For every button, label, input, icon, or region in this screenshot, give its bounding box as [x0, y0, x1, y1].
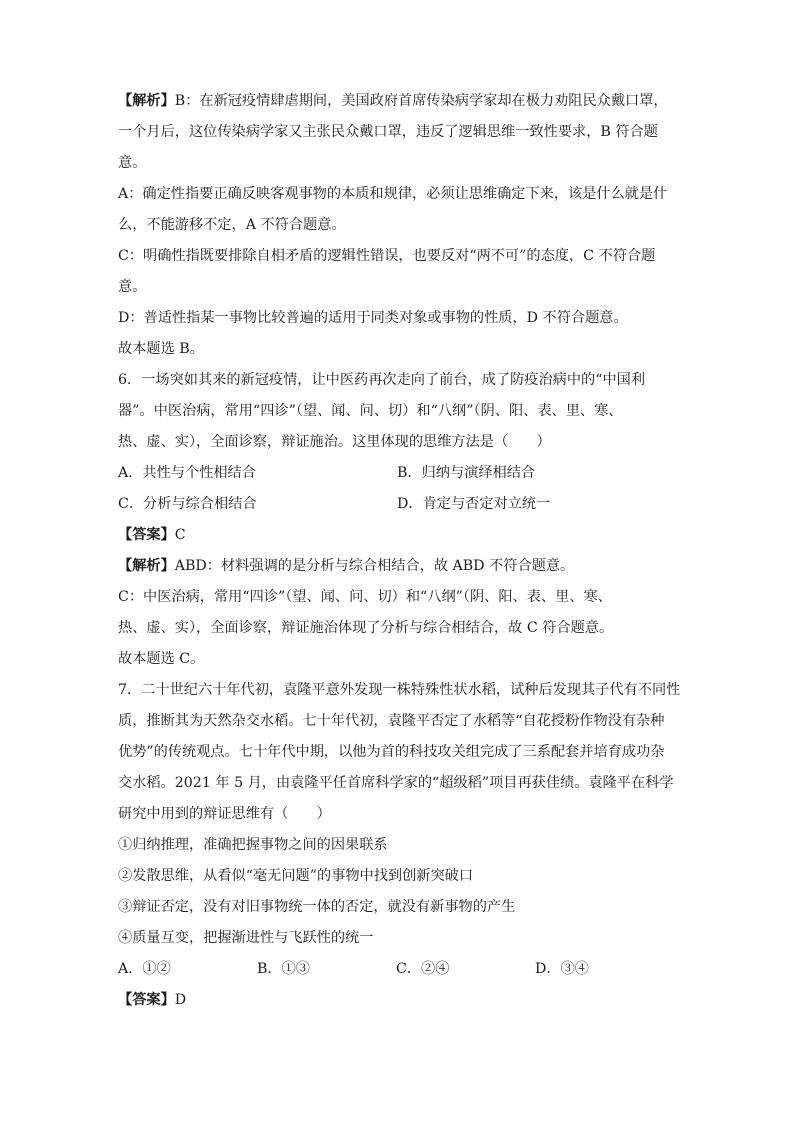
- answer-tag: 【答案】: [118, 527, 175, 543]
- q6-analysis-line: C：中医治病，常用“四诊”（望、闻、问、切）和“八纲”（阴、阳、表、里、寒、: [118, 589, 612, 605]
- q5-analysis-line: A：确定性指要正确反映客观事物的本质和规律，必须让思维确定下来，该是什么就是什: [118, 186, 668, 202]
- q7-answer-value: D: [174, 992, 187, 1008]
- q6-option-b: B．归纳与演绎相结合: [397, 465, 536, 481]
- q7-stem-line: 研究中用到的辩证思维有（ ）: [118, 806, 331, 822]
- q6-options-row: [118, 489, 678, 520]
- analysis-tag: 【解析】: [118, 93, 175, 109]
- q7-stem-line: 质，推断其为天然杂交水稻。七十年代初，袁隆平否定了水稻等“自花授粉作物没有杂种: [118, 713, 665, 729]
- q5-analysis-line: C：明确性指既要排除自相矛盾的逻辑性错误，也要反对“两不可”的态度，C 不符合题: [118, 248, 656, 264]
- analysis-tag: 【解析】: [118, 558, 175, 574]
- q7-option-b: B．①③: [257, 961, 310, 977]
- q7-stem-line: 优势”的传统观点。七十年代中期，以他为首的科技攻关组完成了三系配套并培育成功杂: [118, 744, 665, 760]
- q5-analysis-line: 【解析】B：在新冠疫情肆虐期间，美国政府首席传染病学家却在极力劝阻民众戴口罩，: [118, 93, 668, 109]
- question-6: [118, 365, 678, 675]
- q5-analysis: [118, 86, 678, 365]
- q6-stem-line: 热、虚、实），全面诊察，辩证施治。这里体现的思维方法是（ ）: [118, 434, 551, 450]
- q7-options-row: [118, 954, 678, 985]
- q6-analysis-line: 【解析】ABD：材料强调的是分析与综合相结合，故 ABD 不符合题意。: [118, 558, 575, 574]
- q7-option-a: A．①②: [118, 961, 171, 977]
- q6-option-d: D．肯定与否定对立统一: [397, 496, 551, 512]
- q7-stem-line: 交水稻。2021 年 5 月，由袁隆平任首席科学家的“超级稻”项目再获佳绩。袁隆平在科学: [118, 775, 674, 791]
- q6-option-a: A．共性与个性相结合: [118, 465, 256, 481]
- q5-analysis-line: 意。: [118, 279, 147, 295]
- document-page: [118, 86, 681, 1016]
- q6-answer: [118, 520, 678, 551]
- q7-statement-1: ①归纳推理，准确把握事物之间的因果联系: [118, 837, 388, 853]
- q5-analysis-line: 意。: [118, 155, 147, 171]
- q5-conclusion: 故本题选 B。: [118, 341, 204, 357]
- q5-analysis-line: 么，不能游移不定，A 不符合题意。: [118, 217, 346, 233]
- q7-answer: [118, 985, 678, 1016]
- q5-analysis-line: 一个月后，这位传染病学家又主张民众戴口罩，违反了逻辑思维一致性要求，B 符合题: [118, 124, 658, 140]
- q6-analysis-line: 热、虚、实），全面诊察，辩证施治体现了分析与综合相结合，故 C 符合题意。: [118, 620, 614, 636]
- q5-analysis-line: D：普适性指某一事物比较普遍的适用于同类对象或事物的性质，D 不符合题意。: [118, 310, 628, 326]
- q6-answer-value: C: [174, 527, 186, 543]
- q7-statement-4: ④质量互变，把握渐进性与飞跃性的统一: [118, 930, 374, 946]
- q6-conclusion: 故本题选 C。: [118, 651, 205, 667]
- q6-stem-line: 器”。中医治病，常用“四诊”（望、闻、问、切）和“八纲”（阴、阳、表、里、寒、: [118, 403, 623, 419]
- q7-statement-3: ③辩证否定，没有对旧事物统一体的否定，就没有新事物的产生: [118, 899, 516, 915]
- q7-option-c: C．②④: [396, 961, 450, 977]
- q6-options-row: [118, 458, 678, 489]
- answer-tag: 【答案】: [118, 992, 175, 1008]
- q7-statement-2: ②发散思维，从看似“毫无问题”的事物中找到创新突破口: [118, 868, 474, 884]
- q6-stem-line: 6．一场突如其来的新冠疫情，让中医药再次走向了前台，成了防疫治病中的“中国利: [118, 372, 646, 388]
- question-7: [118, 675, 681, 1016]
- q6-option-c: C．分析与综合相结合: [118, 496, 257, 512]
- q7-option-d: D．③④: [535, 961, 589, 977]
- q7-stem-line: 7．二十世纪六十年代初，袁隆平意外发现一株特殊性状水稻，试种后发现其子代有不同性: [118, 682, 681, 698]
